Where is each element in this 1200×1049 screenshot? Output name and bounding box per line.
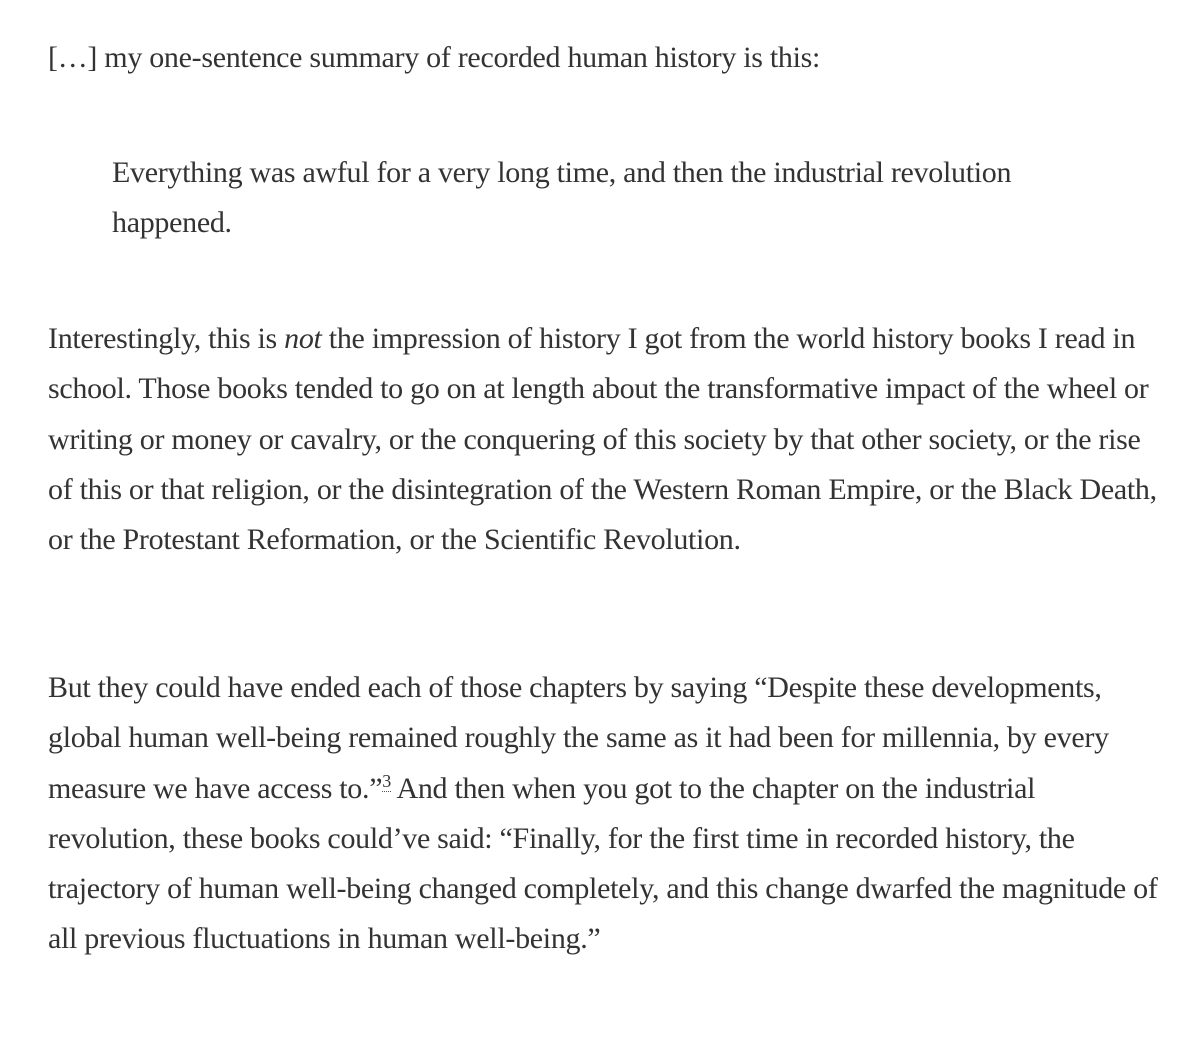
intro-text: […] my one-sentence summary of recorded human history is this: [48,41,821,74]
school-books-paragraph [48,314,1158,565]
quote-text: Everything was awful for a very long time, and then the industrial revolution happened. [112,156,1012,240]
footnote-link[interactable]: 3 [382,770,391,791]
intro-paragraph [48,33,1158,83]
history-summary-quote [112,148,1052,249]
para3-text-start: But they could have ended each of those chapters by saying “Despite these developments, global human well-being remained roughly the same as it had been for millennia, by every measure we have access to.” [48,671,1109,805]
emphasis-not: not [284,322,322,355]
para3-text-end: And then when you got to the chapter on the industrial revolution, these books could’ve said: “Finally, for the first time in recorded history, the trajectory of human well-being changed completely, and this change dwarfed the magnitude of all previous fluctuations in human well-being.” [48,771,1158,956]
para2-text-end: the impression of history I got from the world history books I read in school. Those books tended to go on at length about the transformative impact of the wheel or writing or money or cavalry, or the conquering of this society by that other society, or the rise of this or that religion, or the disintegration of the Western Roman Empire, or the Black Death, or the Protestant Reformation, or the Scientific Revolution. [48,322,1157,557]
chapters-paragraph [48,663,1158,965]
para2-text-start: Interestingly, this is [48,322,285,355]
